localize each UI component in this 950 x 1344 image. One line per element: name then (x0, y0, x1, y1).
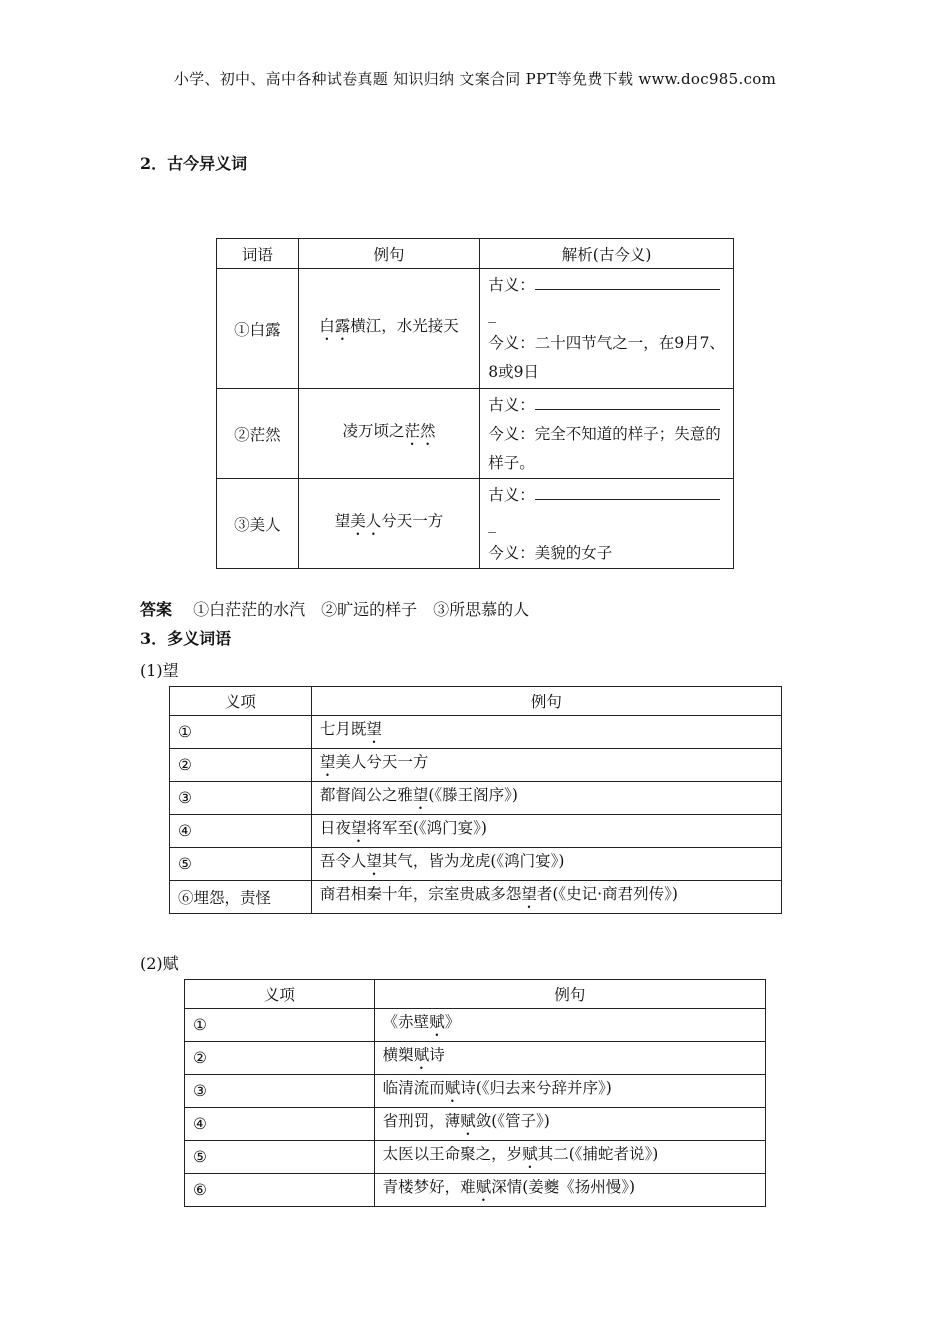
answer-blank[interactable] (535, 397, 720, 410)
answer-line (140, 597, 529, 620)
table-row: ③ 临清流而赋诗(《归去来兮辞并序》) (185, 1075, 766, 1108)
table-row (217, 479, 734, 569)
table-row: ② 望美人兮天一方 (170, 749, 782, 782)
section-2-title: 2．古今异义词 (140, 154, 248, 173)
header-analysis: 解析(古今义) (480, 239, 734, 269)
table-row: ⑤ 吾令人望其气，皆为龙虎(《鸿门宴》) (170, 848, 782, 881)
table-row (217, 389, 734, 479)
header-meaning: 义项 (185, 980, 375, 1009)
word-cell: ③美人 (217, 479, 299, 569)
meaning-table-fu (184, 979, 766, 1207)
table-row: ① 《赤壁赋》 (185, 1009, 766, 1042)
sentence-cell: 望美人兮天一方 (298, 479, 479, 569)
answer-label: 答案 (140, 600, 173, 619)
ancient-modern-table (216, 238, 734, 569)
header-word: 词语 (217, 239, 299, 269)
header-sentence: 例句 (374, 980, 765, 1009)
word-cell: ②茫然 (217, 389, 299, 479)
table-row: ⑥ 青楼梦好，难赋深情(姜夔《扬州慢》) (185, 1174, 766, 1207)
table-row: ① 七月既望 (170, 716, 782, 749)
subsection-2-title: (2)赋 (140, 954, 179, 973)
table-row: ⑤ 太医以王命聚之，岁赋其二(《捕蛇者说》) (185, 1141, 766, 1174)
analysis-cell: 古义： _ 今义：美貌的女子 (480, 479, 734, 569)
sentence-cell: 凌万顷之茫然 (298, 389, 479, 479)
meaning-table-wang (169, 686, 782, 914)
table-row (217, 269, 734, 389)
analysis-cell: 古义： 今义：完全不知道的样子；失意的样子。 (480, 389, 734, 479)
table-row: ③ 都督阎公之雅望(《滕王阁序》) (170, 782, 782, 815)
table-row: ④ 日夜望将军至(《鸿门宴》) (170, 815, 782, 848)
answer-blank[interactable] (535, 277, 720, 290)
header-meaning: 义项 (170, 687, 312, 716)
subsection-1-title: (1)望 (140, 661, 179, 680)
table-row: ② 横槊赋诗 (185, 1042, 766, 1075)
answer-text: ①白茫茫的水汽 ②旷远的样子 ③所思慕的人 (193, 600, 530, 619)
header-sentence: 例句 (298, 239, 479, 269)
section-3-title: 3．多义词语 (140, 629, 232, 648)
page-header: 小学、初中、高中各种试卷真题 知识归纳 文案合同 PPT等免费下载 www.doc985.com (173, 70, 777, 88)
analysis-cell: 古义： _ 今义：二十四节气之一，在9月7、8或9日 (480, 269, 734, 389)
table-row: ⑥埋怨，责怪 商君相秦十年，宗室贵戚多怨望者(《史记·商君列传》) (170, 881, 782, 914)
answer-blank[interactable] (535, 487, 720, 500)
word-cell: ①白露 (217, 269, 299, 389)
table-row: ④ 省刑罚，薄赋敛(《管子》) (185, 1108, 766, 1141)
sentence-cell: 白露横江，水光接天 (298, 269, 479, 389)
header-sentence: 例句 (311, 687, 781, 716)
